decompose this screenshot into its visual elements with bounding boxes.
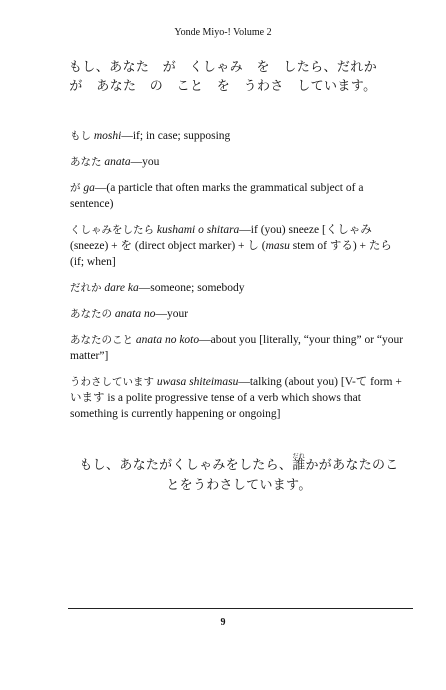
spaced-sentence [40, 58, 406, 96]
glossary-term: うわさしています [70, 376, 154, 388]
glossary-term: あなたの [70, 308, 112, 320]
glossary-term: もし [70, 130, 91, 142]
glossary-meaning: —you [130, 156, 160, 168]
glossary-masu: masu [265, 240, 290, 252]
glossary-romaji: uwasa shiteimasu [156, 376, 239, 388]
glossary-entry [70, 280, 408, 296]
glossary-romaji: anata no koto [135, 334, 200, 346]
glossary-meaning: —if; in case; supposing [121, 130, 231, 142]
closing-sentence [66, 453, 412, 496]
glossary-entry [70, 128, 408, 144]
glossary-romaji: moshi [93, 130, 122, 142]
glossary-term: あなたのこと [70, 334, 133, 346]
glossary-meaning: —(a particle that often marks the grammatical subject of a sentence) [70, 182, 364, 210]
glossary-meaning: —your [155, 308, 189, 320]
glossary-romaji: dare ka [104, 282, 139, 294]
glossary-meaning-end: stem of する) + たら (if; when] [70, 240, 392, 268]
glossary-meaning: —someone; somebody [138, 282, 245, 294]
closing-line-1 [66, 453, 412, 476]
closing-text-after: かがあなたのこ [305, 458, 399, 473]
glossary-term: だれか [70, 282, 102, 294]
furigana: だれ [292, 453, 306, 460]
spaced-sentence-line-2: が あなた の こと を うわさ しています。 [69, 79, 377, 94]
glossary-entry [70, 180, 408, 212]
spaced-sentence-line-1: もし、あなた が くしゃみ を したら、だれか [68, 60, 378, 75]
glossary-entry [70, 306, 408, 322]
glossary-term: あなた [70, 156, 102, 168]
closing-line-2: とをうわさしています。 [166, 478, 312, 493]
vocabulary-glossary [70, 128, 408, 432]
glossary-romaji: kushami o shitara [156, 224, 240, 236]
kanji: 誰 [292, 458, 306, 473]
glossary-entry [70, 374, 408, 422]
glossary-term: くしゃみをしたら [70, 224, 154, 236]
footer-divider [68, 608, 413, 609]
closing-text-before: もし、あなたがくしゃみをしたら、 [79, 458, 293, 473]
page-number: 9 [220, 617, 226, 628]
glossary-entry [70, 222, 408, 270]
glossary-entry [70, 154, 408, 170]
glossary-term: が [70, 182, 81, 194]
kanji-with-furigana [292, 453, 306, 476]
glossary-romaji: anata no [114, 308, 156, 320]
glossary-meaning: —talking (about you) [V-て form + います is a polite progressive tense of a verb which shows that something is currently happening or ongoing] [70, 376, 402, 420]
glossary-meaning: —if (you) sneeze [くしゃみ (sneeze) + を (direct object marker) + し ( [70, 224, 372, 252]
glossary-entry [70, 332, 408, 364]
running-header: Yonde Miyo-! Volume 2 [174, 27, 272, 38]
glossary-meaning: —about you [literally, “your thing” or “your matter”] [70, 334, 404, 362]
glossary-romaji: anata [104, 156, 131, 168]
glossary-romaji: ga [83, 182, 95, 194]
